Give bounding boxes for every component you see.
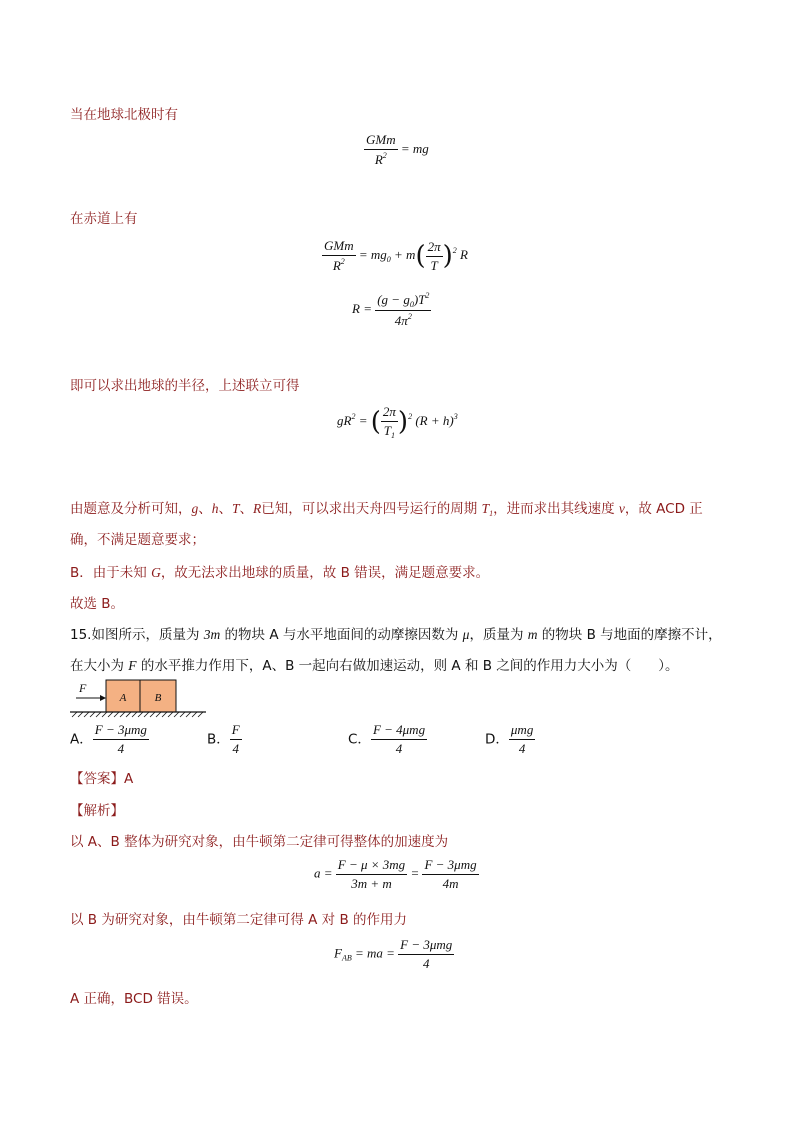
eq4-den-subscript: 1 bbox=[391, 431, 396, 440]
eq3-denominator: 4π bbox=[394, 313, 408, 328]
eq5-denominator-1: 3m + m bbox=[351, 876, 392, 891]
option-a[interactable] bbox=[70, 722, 149, 757]
q15-var-mu: μ bbox=[462, 627, 470, 642]
text-equator: 在赤道上有 bbox=[70, 211, 138, 227]
equation-equator: $\frac{\text{GMm}}{R^2}$ = $mg_0 + m$( $\frac{2\pi}{T}$ )$^2$ R bbox=[324, 238, 468, 273]
eq2-inner-denominator: T bbox=[430, 257, 438, 273]
equation-radius bbox=[352, 291, 431, 329]
eq6-lhs: F bbox=[334, 945, 342, 961]
eq2-mg: = mg bbox=[358, 246, 387, 262]
eq6-denominator: 4 bbox=[422, 956, 430, 971]
text-option-b bbox=[70, 561, 489, 581]
option-d-numerator: μmg bbox=[509, 722, 535, 740]
p4-var-v: v bbox=[618, 501, 625, 516]
option-c-label: C． bbox=[348, 731, 371, 748]
eq2-tail: R bbox=[460, 246, 468, 262]
eq1-den-exponent: 2 bbox=[382, 151, 387, 160]
q15-var-F: F bbox=[128, 658, 137, 673]
eq5-equals: = bbox=[410, 865, 420, 881]
p4-sep1: 、 bbox=[198, 501, 212, 517]
option-c-denominator: 4 bbox=[395, 741, 403, 756]
arrow-head-icon bbox=[100, 695, 106, 701]
option-a-denominator: 4 bbox=[117, 741, 125, 756]
option-b-numerator: F bbox=[230, 722, 242, 740]
option-b[interactable] bbox=[207, 722, 242, 757]
eq4-inner-denominator: T bbox=[383, 423, 392, 438]
q15-var-m: m bbox=[527, 627, 538, 642]
equation-combined: $gR^2$ = ( $\frac{2\pi}{T_1}$ )$^2$ $(R + h)^3$ bbox=[337, 404, 458, 440]
option-c-numerator: F − 4μmg bbox=[371, 722, 427, 740]
option-d[interactable] bbox=[485, 722, 535, 757]
p6-pre: B．由于未知 bbox=[70, 565, 152, 581]
eq4-lhs: gR bbox=[337, 412, 352, 428]
p4-sep3: 、 bbox=[239, 501, 254, 517]
force-label: F bbox=[79, 681, 87, 695]
p4-var-h: h bbox=[211, 501, 219, 516]
eq4-lhs-exponent: 2 bbox=[351, 411, 356, 421]
q15-var-3m: 3m bbox=[203, 627, 221, 642]
p4-var-T: T bbox=[232, 501, 240, 516]
eq1-rhs: = mg bbox=[400, 140, 429, 156]
text-whole-system: 以 A、B 整体为研究对象，由牛顿第二定律可得整体的加速度为 bbox=[70, 834, 449, 850]
option-b-label: B． bbox=[207, 731, 230, 748]
eq4-tail: (R + h) bbox=[415, 412, 454, 428]
eq4-equals: = bbox=[358, 412, 368, 428]
question-15-line1 bbox=[70, 623, 722, 643]
p4-sep2: 、 bbox=[218, 501, 232, 517]
eq5-numerator-2: F − 3μmg bbox=[422, 857, 478, 875]
p6-var-G: G bbox=[151, 565, 161, 580]
p4-var-g: g bbox=[191, 501, 199, 516]
p4-mid: 已知，可以求出天舟四号运行的周期 bbox=[261, 501, 482, 517]
text-conclusion-cont: 确，不满足题意要求； bbox=[70, 532, 205, 548]
p4-var-T1: T bbox=[481, 501, 490, 516]
eq3-lhs: R = bbox=[352, 300, 372, 316]
eq2-den-exponent: 2 bbox=[340, 257, 345, 266]
p4-mid2: ，进而求出其线速度 bbox=[493, 501, 619, 517]
q15-l1-post: 的物块 B 与地面的摩擦不计， bbox=[537, 627, 722, 643]
text-block-b: 以 B 为研究对象，由牛顿第二定律可得 A 对 B 的作用力 bbox=[70, 912, 408, 928]
p6-post: ，故无法求出地球的质量，故 B 错误，满足题意要求。 bbox=[160, 565, 490, 581]
q15-l1-mid2: ，质量为 bbox=[469, 627, 528, 643]
q15-l2-pre: 在大小为 bbox=[70, 658, 129, 674]
q15-l2-post: 的水平推力作用下，A、B 一起向右做加速运动，则 A 和 B 之间的作用力大小为（ ）。 bbox=[136, 658, 679, 674]
option-d-denominator: 4 bbox=[518, 741, 526, 756]
eq6-mid: = ma = bbox=[354, 945, 395, 961]
eq3-num-a: (g − g bbox=[377, 292, 410, 307]
block-a-label: A bbox=[119, 692, 127, 704]
eq2-numerator: GMm bbox=[322, 238, 356, 256]
p4-post: ，故 ACD 正 bbox=[624, 501, 703, 517]
eq3-num-exponent: 2 bbox=[425, 291, 430, 300]
eq3-num-b: )T bbox=[413, 292, 426, 307]
equation-force-ab bbox=[334, 937, 454, 972]
eq4-inner-numerator: 2π bbox=[381, 404, 398, 422]
eq3-num-subscript: 0 bbox=[409, 300, 414, 309]
option-c[interactable] bbox=[348, 722, 427, 757]
answer-label: 【答案】A bbox=[70, 771, 134, 787]
option-a-numerator: F − 3μmg bbox=[93, 722, 149, 740]
eq4-exponent: 2 bbox=[408, 411, 413, 421]
question-15-line2 bbox=[70, 654, 679, 674]
text-conclusion bbox=[70, 497, 703, 518]
eq2-denominator: R bbox=[332, 258, 341, 273]
p4-var-R: R bbox=[253, 501, 262, 516]
option-b-denominator: 4 bbox=[232, 741, 239, 756]
eq6-numerator: F − 3μmg bbox=[398, 937, 454, 955]
eq6-lhs-subscript: AB bbox=[341, 953, 352, 963]
p4-var-T1-subscript: 1 bbox=[489, 509, 494, 518]
equation-acceleration bbox=[314, 857, 479, 892]
blocks-diagram bbox=[70, 676, 210, 718]
eq2-mg-subscript: 0 bbox=[386, 254, 391, 264]
option-a-label: A． bbox=[70, 731, 93, 748]
q15-l1-mid: 的物块 A 与水平地面间的动摩擦因数为 bbox=[220, 627, 463, 643]
eq2-exponent: 2 bbox=[452, 245, 457, 255]
eq4-tail-exponent: 3 bbox=[453, 411, 458, 421]
eq2-inner-numerator: 2π bbox=[426, 239, 443, 257]
eq5-numerator-1: F − μ × 3mg bbox=[336, 857, 407, 875]
text-choose-b: 故选 B。 bbox=[70, 596, 125, 612]
eq1-numerator: GMm bbox=[364, 132, 398, 150]
eq5-lhs: a = bbox=[314, 865, 333, 881]
text-radius: 即可以求出地球的半径，上述联立可得 bbox=[70, 378, 300, 394]
text-final: A 正确，BCD 错误。 bbox=[70, 991, 198, 1007]
eq3-den-exponent: 2 bbox=[407, 312, 412, 321]
eq2-plus-m: + m bbox=[394, 246, 416, 262]
p4-pre: 由题意及分析可知， bbox=[70, 501, 192, 517]
equation-north-pole bbox=[364, 132, 429, 168]
eq1-denominator: R bbox=[374, 152, 383, 167]
q15-l1-pre: 15.如图所示，质量为 bbox=[70, 627, 204, 643]
analysis-label: 【解析】 bbox=[70, 803, 124, 819]
text-north-pole: 当在地球北极时有 bbox=[70, 107, 178, 123]
option-d-label: D． bbox=[485, 731, 509, 748]
ground-hatch bbox=[72, 712, 203, 717]
eq5-denominator-2: 4m bbox=[442, 876, 459, 891]
block-b-label: B bbox=[154, 692, 162, 704]
